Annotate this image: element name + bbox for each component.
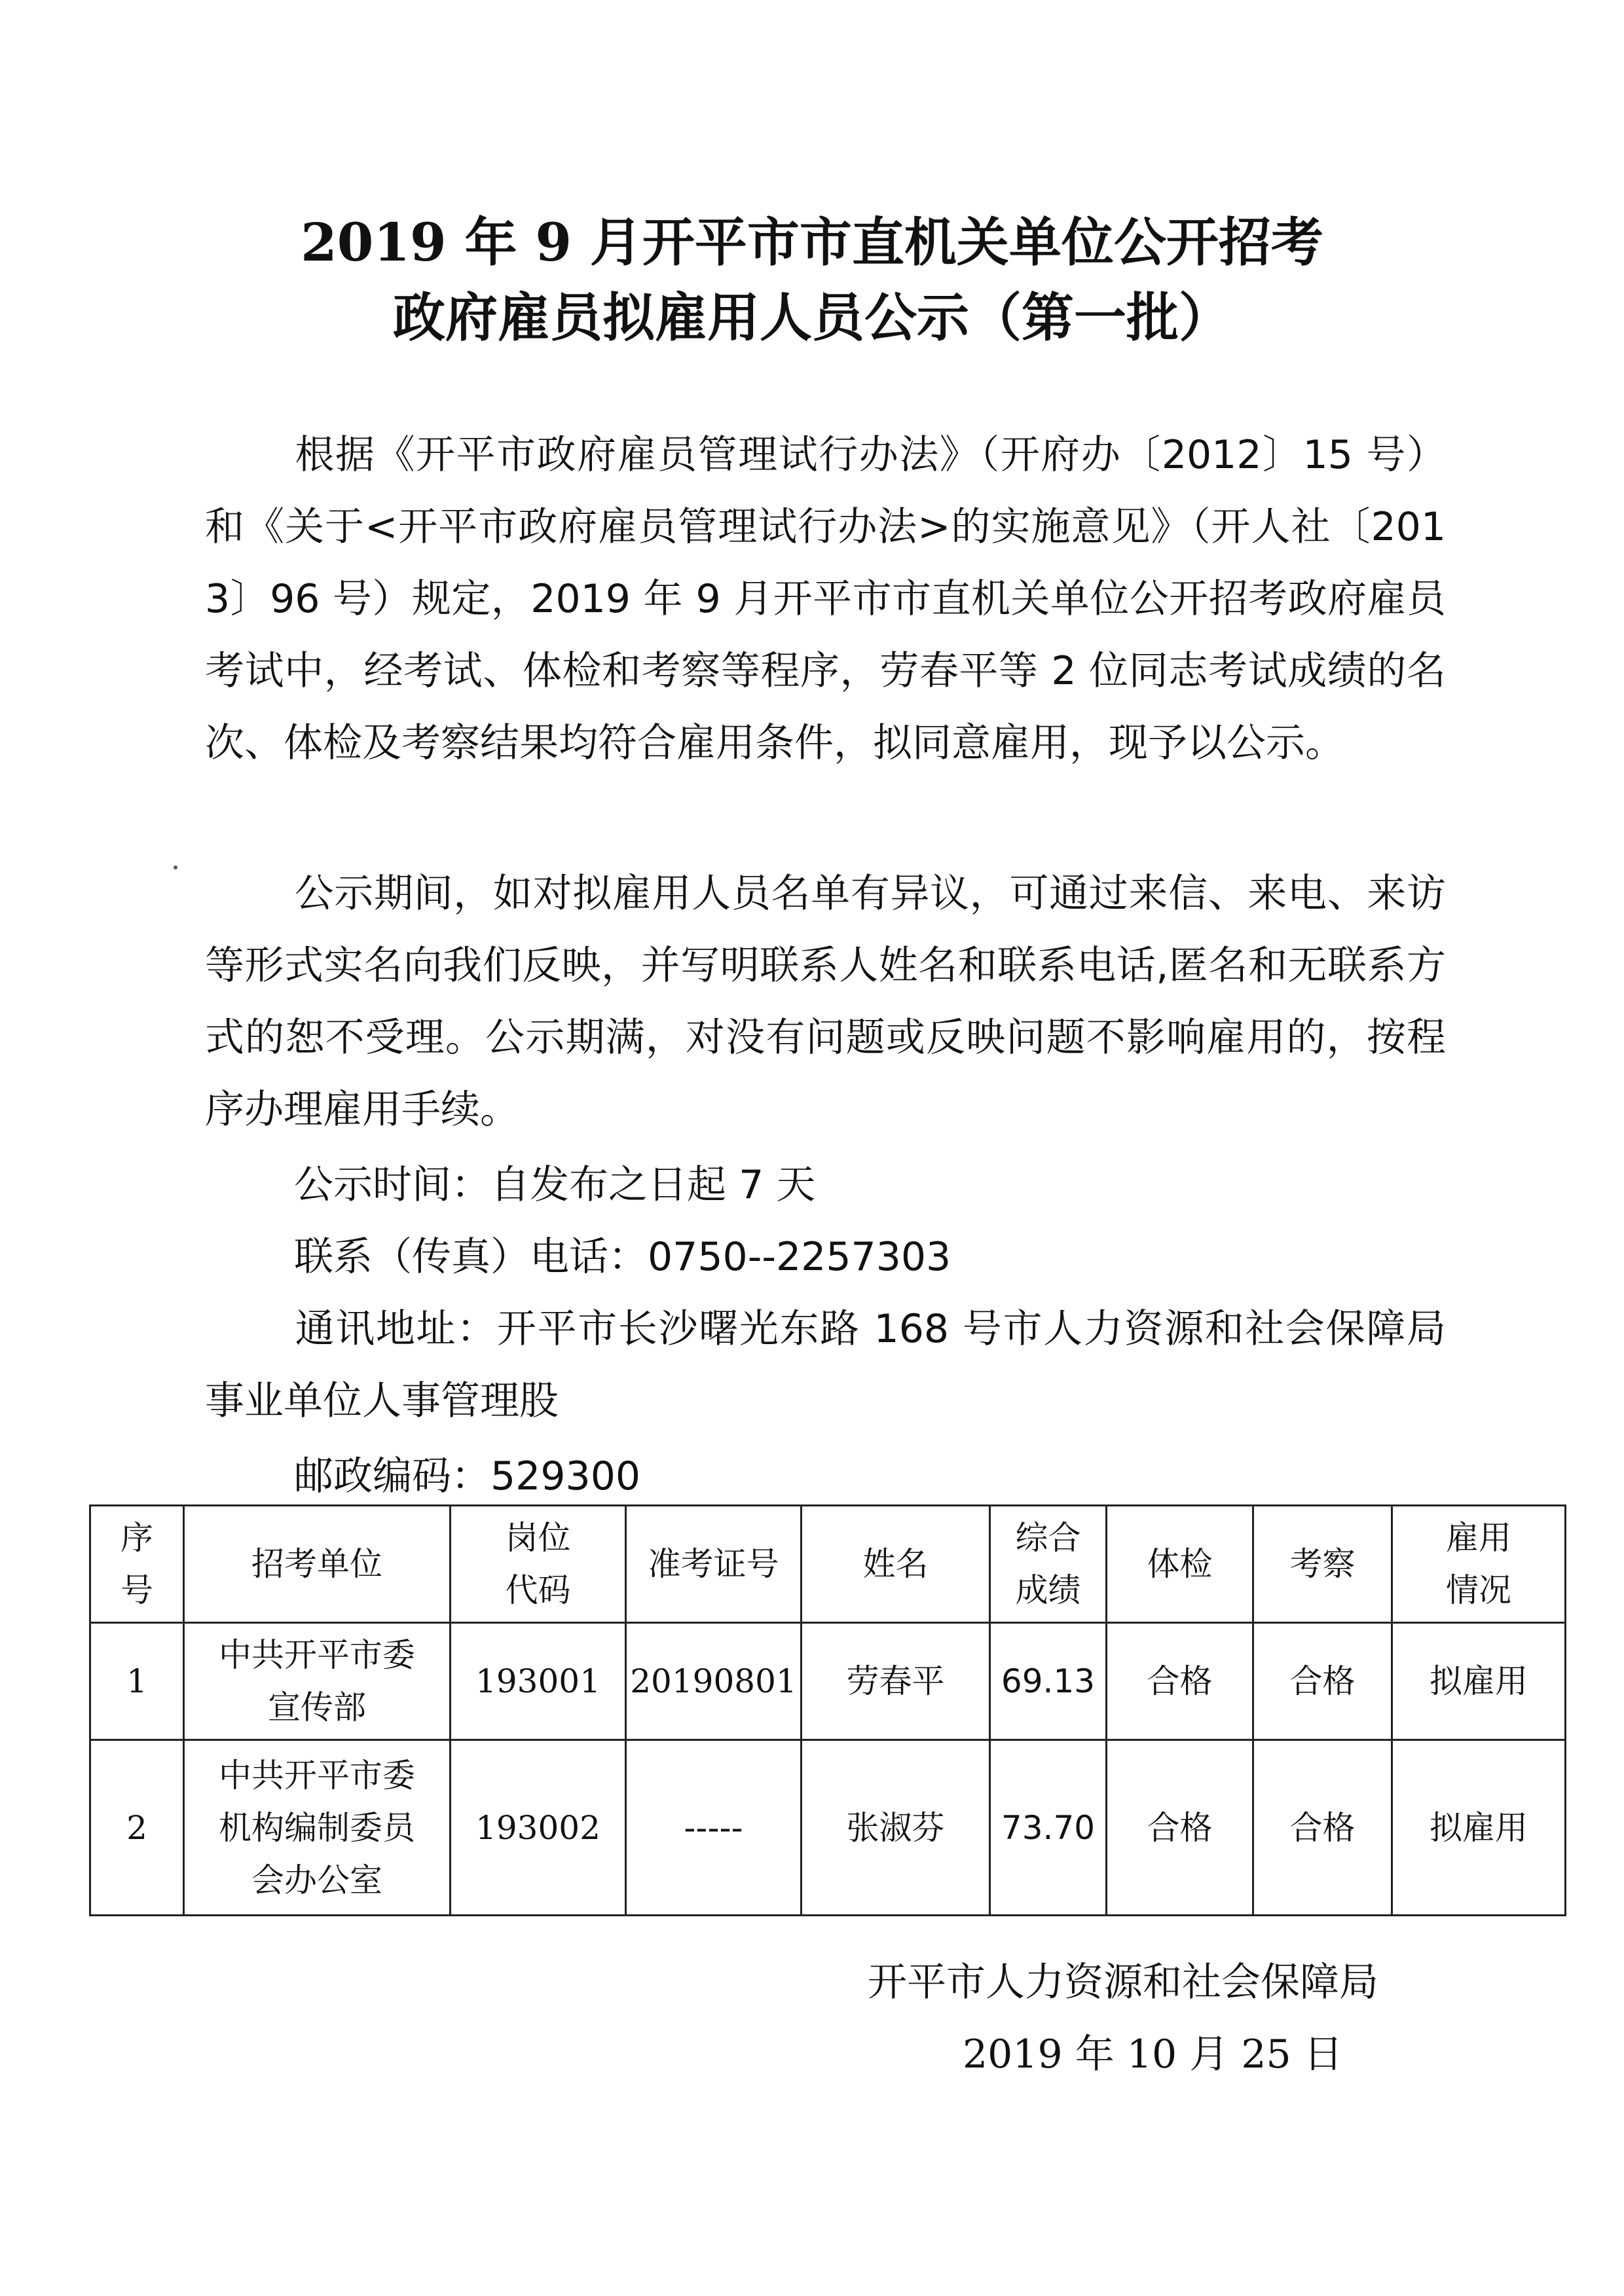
cell-post-code: 193002 — [451, 1740, 626, 1916]
cell-seq: 2 — [90, 1740, 184, 1916]
cell-name: 张淑芬 — [802, 1740, 990, 1916]
cell-name: 劳春平 — [802, 1623, 990, 1740]
address-text: 通讯地址：开平市长沙曙光东路 168 号市人力资源和社会保障局事业单位人事管理股 — [205, 1306, 1446, 1424]
postal-code-line: 邮政编码：529300 — [294, 1453, 641, 1499]
cell-unit: 中共开平市委 机构编制委员 会办公室 — [184, 1740, 451, 1916]
cell-score: 69.13 — [990, 1623, 1107, 1740]
header-post-code: 岗位 代码 — [451, 1506, 626, 1623]
cell-physical: 合格 — [1107, 1740, 1253, 1916]
notice-period-line: 公示时间：自发布之日起 7 天 — [294, 1162, 816, 1208]
body-paragraph-2-text: 公示期间，如对拟雇用人员名单有异议，可通过来信、来电、来访等形式实名向我们反映，并写明联系人姓名和联系电话,匿名和无联系方式的恕不受理。公示期满，对没有问题或反映问题不影响雇用的，按程序办理雇用手续。 — [205, 871, 1446, 1133]
table-header-row — [90, 1506, 1566, 1623]
signature-organization: 开平市人力资源和社会保障局 — [868, 1959, 1378, 2005]
header-inspect: 考察 — [1253, 1506, 1392, 1623]
cell-score: 73.70 — [990, 1740, 1107, 1916]
cell-unit: 中共开平市委 宣传部 — [184, 1623, 451, 1740]
hire-list-table — [89, 1504, 1566, 1916]
address-paragraph — [205, 1293, 1446, 1437]
table-row — [90, 1623, 1566, 1740]
header-ticket-no: 准考证号 — [626, 1506, 802, 1623]
header-unit: 招考单位 — [184, 1506, 451, 1623]
cell-status: 拟雇用 — [1392, 1623, 1566, 1740]
contact-phone-line: 联系（传真）电话：0750--2257303 — [294, 1234, 951, 1280]
cell-ticket-no: 20190801 — [626, 1623, 802, 1740]
header-seq: 序 号 — [90, 1506, 184, 1623]
cell-status: 拟雇用 — [1392, 1740, 1566, 1916]
cell-physical: 合格 — [1107, 1623, 1253, 1740]
header-status: 雇用 情况 — [1392, 1506, 1566, 1623]
body-paragraph-1-text: 根据《开平市政府雇员管理试行办法》（开府办〔2012〕15 号）和《关于<开平市政府雇员管理试行办法>的实施意见》（开人社〔2013〕96 号）规定，2019 年 9 月开平市市直机关单位公开招考政府雇员考试中，经考试、体检和考察等程序，劳春平等 2 位同志考试成绩的名次、体检及考察结果均符合雇用条件，拟同意雇用，现予以公示。 — [205, 432, 1446, 766]
cell-post-code: 193001 — [451, 1623, 626, 1740]
header-physical: 体检 — [1107, 1506, 1253, 1623]
doc-title-line-2: 政府雇员拟雇用人员公示（第一批） — [393, 287, 1231, 348]
cell-ticket-no: ----- — [626, 1740, 802, 1916]
scan-speck — [174, 866, 177, 869]
signature-date: 2019 年 10 月 25 日 — [963, 2032, 1343, 2077]
table-row — [90, 1740, 1566, 1916]
cell-seq: 1 — [90, 1623, 184, 1740]
header-score: 综合 成绩 — [990, 1506, 1107, 1623]
body-paragraph-2 — [205, 858, 1446, 1146]
cell-inspect: 合格 — [1253, 1623, 1392, 1740]
header-name: 姓名 — [802, 1506, 990, 1623]
cell-inspect: 合格 — [1253, 1740, 1392, 1916]
body-paragraph-1 — [205, 419, 1446, 779]
doc-title-line-1: 2019 年 9 月开平市市直机关单位公开招考 — [301, 211, 1323, 273]
